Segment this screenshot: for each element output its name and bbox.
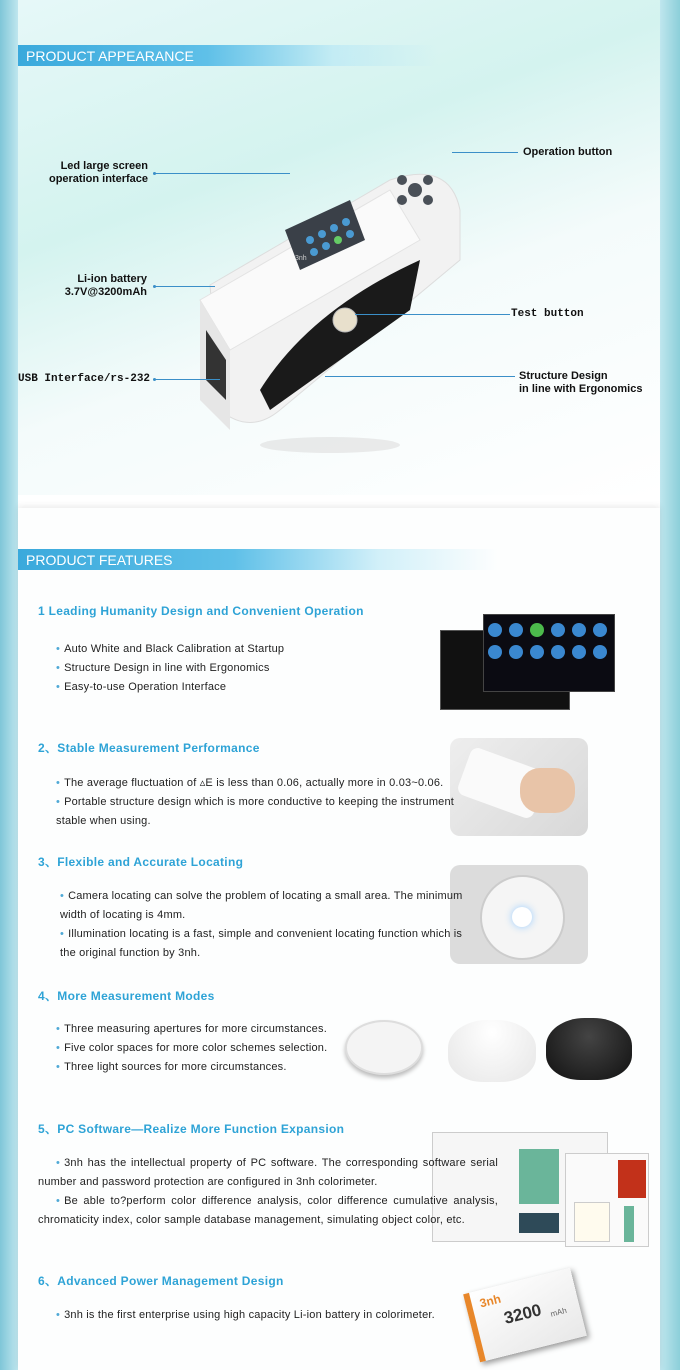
feature-heading-4: 4、More Measurement Modes: [38, 989, 215, 1003]
feature-heading-1: 1 Leading Humanity Design and Convenient Operation: [38, 604, 364, 618]
feature-bullet: • Structure Design in line with Ergonomics: [56, 662, 270, 674]
bullet-text: Auto White and Black Calibration at Startup: [64, 643, 285, 655]
feature-heading-6: 6、Advanced Power Management Design: [38, 1274, 284, 1288]
callout-battery-line2: 3.7V@3200mAh: [64, 286, 147, 298]
callout-screen: [43, 160, 148, 186]
feature-bullet: • Easy-to-use Operation Interface: [56, 681, 227, 693]
callout-battery-line1: Li-ion battery: [77, 273, 147, 285]
callout-battery: [45, 273, 147, 299]
bullet-text: Easy-to-use Operation Interface: [64, 681, 227, 693]
feature-heading-2: 2、Stable Measurement Performance: [38, 741, 260, 755]
bullet-text: 3nh has the intellectual property of PC software. The corresponding software serial number and password protection are configured in 3nh colorimeter.: [38, 1157, 498, 1188]
bullet-text: Five color spaces for more color schemes selection.: [64, 1042, 328, 1054]
battery-unit: mAh: [549, 1305, 568, 1319]
aperture-accessory-3: [546, 1018, 632, 1080]
callout-line: [355, 314, 510, 315]
bullet-text: Portable structure design which is more conductive to keeping the instrument stable when using.: [56, 796, 455, 827]
feature-bullet: • Camera locating can solve the problem of locating a small area. The minimum width of locating is 4mm.: [60, 890, 463, 921]
colorimeter-device-image: [190, 160, 470, 460]
feature-heading-3: 3、Flexible and Accurate Locating: [38, 855, 244, 869]
callout-line: [325, 376, 515, 377]
screen-image-menu: [483, 614, 615, 692]
aperture-accessory-1: [345, 1020, 423, 1075]
pc-software-screenshot-2: [565, 1153, 649, 1247]
callout-usb: USB Interface/rs-232: [18, 373, 151, 385]
callout-operation: Operation button: [523, 146, 613, 158]
callout-test: Test button: [511, 308, 584, 320]
battery-capacity: 3200: [501, 1300, 544, 1328]
feature-bullet: • Three light sources for more circumstances.: [56, 1061, 287, 1073]
callout-screen-line1: Led large screen: [60, 160, 148, 172]
bullet-text: Be able to?perform color difference analysis, color difference cumulative analysis, chromaticity index, color sample database management, simulating object color, etc.: [38, 1195, 498, 1226]
feature-bullet: • Five color spaces for more color schemes selection.: [56, 1042, 328, 1054]
bullet-text: Illumination locating is a fast, simple and convenient locating function which is the original function by 3nh.: [60, 928, 463, 959]
bullet-text: The average fluctuation of ▵E is less than 0.06, actually more in 0.03~0.06.: [64, 777, 444, 789]
locating-aperture-image: [450, 865, 588, 964]
aperture-accessory-2: [448, 1020, 536, 1082]
feature-paragraph: • 3nh has the intellectual property of PC software. The corresponding software serial number and password protection are configured in 3nh colorimeter.: [38, 1157, 498, 1188]
appearance-title: PRODUCT APPEARANCE: [26, 48, 194, 64]
features-title-bar: [18, 549, 498, 570]
features-title: PRODUCT FEATURES: [26, 552, 173, 568]
feature-bullet: • Illumination locating is a fast, simple and convenient locating function which is the original function by 3nh.: [60, 928, 463, 959]
feature-bullet: • Auto White and Black Calibration at Startup: [56, 643, 285, 655]
callout-structure: [519, 370, 642, 396]
callout-line: [452, 152, 518, 153]
callout-line: [155, 379, 220, 380]
bullet-text: 3nh is the first enterprise using high capacity Li-ion battery in colorimeter.: [64, 1309, 435, 1321]
bullet-text: Three measuring apertures for more circumstances.: [64, 1023, 327, 1035]
bullet-text: Three light sources for more circumstances.: [64, 1061, 287, 1073]
callout-line: [155, 286, 215, 287]
bullet-text: Camera locating can solve the problem of locating a small area. The minimum width of locating is 4mm.: [60, 890, 463, 921]
battery-brand: 3nh: [478, 1291, 503, 1311]
feature-bullet: • Three measuring apertures for more circumstances.: [56, 1023, 327, 1035]
feature-bullet: • Portable structure design which is more conductive to keeping the instrument stable when using.: [56, 796, 455, 827]
feature-bullet: • 3nh is the first enterprise using high capacity Li-ion battery in colorimeter.: [56, 1309, 435, 1321]
device-logo: 3nh: [295, 255, 307, 262]
feature-heading-5: 5、PC Software—Realize More Function Expansion: [38, 1122, 345, 1136]
feature-paragraph: • Be able to?perform color difference analysis, color difference cumulative analysis, chromaticity index, color sample database management, simulating object color, etc.: [38, 1195, 498, 1226]
bullet-text: Structure Design in line with Ergonomics: [64, 662, 270, 674]
callout-structure-line2: in line with Ergonomics: [519, 383, 643, 395]
callout-screen-line2: operation interface: [48, 173, 148, 185]
appearance-title-bar: [18, 45, 438, 66]
callout-structure-line1: Structure Design: [519, 370, 608, 382]
feature-bullet: • The average fluctuation of ▵E is less than 0.06, actually more in 0.03~0.06.: [56, 777, 444, 789]
callout-line: [155, 173, 290, 174]
